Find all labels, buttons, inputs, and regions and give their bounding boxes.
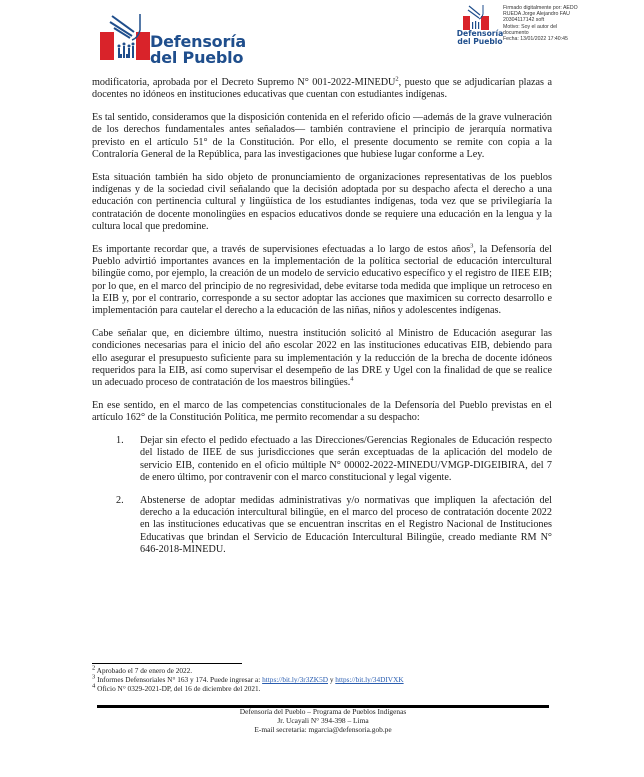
footnote-number: 3 bbox=[92, 673, 96, 681]
logo-wordmark bbox=[150, 34, 246, 66]
paragraph-text: modificatoria, aprobada por el Decreto Supremo N° 001-2022-MINEDU bbox=[92, 77, 396, 88]
footnote-text: Informes Defensoriales N° 163 y 174. Puede ingresar a: bbox=[97, 675, 263, 685]
signature-line: Firmado digitalmente por: AEDO bbox=[503, 5, 578, 11]
footnote bbox=[92, 666, 562, 675]
footnote-separator bbox=[92, 663, 242, 664]
letter-body bbox=[92, 77, 552, 567]
logo-line1: Defensoría bbox=[150, 32, 247, 51]
footnote-text: Oficio N° 0329-2021-DP, del 16 de diciembre del 2021. bbox=[97, 684, 261, 694]
item-number: 2. bbox=[116, 494, 124, 506]
page-footer bbox=[92, 708, 554, 734]
footnote-link[interactable]: https://bit.ly/3r3ZK5D bbox=[262, 675, 328, 685]
item-text: Abstenerse de adoptar medidas administrativas y/o normativas que impliquen la afectación del derecho a la educación intercultural bilingüe, en el marco del proceso de contratación docente 2022 en las instituciones educativas que se encuentran inscritas en el Registro Nacional de Instituciones Educativas que brindan el Servicio de Educación Intercultural Bilingüe, creado mediante RM N° 646-2018-MINEDU. bbox=[140, 494, 552, 555]
paragraph-text: Es importante recordar que, a través de supervisiones efectuadas a lo largo de estos años bbox=[92, 243, 471, 255]
footnote-link[interactable]: https://bit.ly/34DIVXK bbox=[335, 675, 404, 685]
paragraph-text: Cabe señalar que, en diciembre último, nuestra institución solicitó al Ministro de Educación asegurar las condiciones necesarias para el inicio del año escolar 2022 en las instituciones educativas EIB, debiendo para ello asegurar el presupuesto suficiente para su implementación y la reducción de la brecha de docente idóneos requeridos para la EIB, así como supervisar el desempeño de las DRE y Ugel con la finalidad de que se realice un adecuado proceso de contratación de los maestros bilingües. bbox=[92, 328, 552, 389]
small-logo-line2: del Pueblo bbox=[457, 37, 503, 46]
footnote-number: 2 bbox=[92, 664, 96, 672]
paragraph-text: , la Defensoría del Pueblo advirtió importantes avances en la implementación de la política sectorial de educación intercultural bilingüe como, por ejemplo, la creación de un modelo de servicio educativo específico y el registro de IIEE EIB; por lo que, en el marco del principio de no regresividad, debe evitarse toda medida que implique un retroceso en la EIB y, por el contrario, corresponde a su sector adoptar las acciones que maximicen su correcto desarrollo e implementación para cautelar el derecho a la educación de las niñas, niños y adolescentes indígenas. bbox=[92, 243, 552, 317]
footnotes bbox=[92, 666, 562, 694]
paragraph-text: , puesto que se adjudicarían plazas a docentes no idóneos en instituciones educativas que cuentan con estudiantes indígenas. bbox=[92, 77, 552, 101]
small-logo-wordmark bbox=[455, 30, 505, 46]
footer-email: E-mail secretaria: mgarcia@defensoria.gob.pe bbox=[254, 724, 392, 734]
signature-logo bbox=[455, 4, 505, 49]
paragraph: Es tal sentido, consideramos que la disposición contenida en el referido oficio —además de la grave vulneración de los derechos fundamentales antes señalados— también contraviene el principio de jerarquía normativa previsto en el artículo 51° de la Constitución. Por ello, el presente documento se remite con copia a la Contraloría General de la República, para las investigaciones que hubiese lugar conforme a Ley. bbox=[92, 112, 552, 160]
footnote bbox=[92, 684, 562, 693]
paragraph bbox=[92, 244, 552, 318]
footnote-ref[interactable]: 2 bbox=[395, 75, 399, 83]
signature-line: Motivo: Soy el autor del bbox=[503, 23, 558, 30]
footnote-text: Aprobado el 7 de enero de 2022. bbox=[96, 666, 193, 675]
digital-signature-block bbox=[503, 5, 633, 42]
signature-line: documento bbox=[503, 29, 529, 36]
signature-line: RUEDA Jorge Alejandro FAU bbox=[503, 11, 570, 18]
paragraph bbox=[92, 77, 552, 102]
signature-date: Fecha: 13/01/2022 17:40:45 bbox=[503, 36, 568, 43]
footnote-ref[interactable]: 4 bbox=[350, 375, 354, 383]
footnote-text: y bbox=[328, 675, 336, 685]
footnote-ref[interactable]: 3 bbox=[470, 242, 474, 250]
recommendation-item bbox=[116, 435, 552, 484]
defensoria-logo bbox=[100, 10, 270, 65]
item-number: 1. bbox=[116, 435, 124, 447]
small-logo-line1: Defensoría bbox=[456, 29, 504, 38]
footer-org: Defensoría del Pueblo – Programa de Pueblos Indígenas bbox=[239, 707, 407, 716]
footer-address: Jr. Ucayali N° 394-398 – Lima bbox=[277, 715, 369, 725]
recommendation-list bbox=[92, 435, 552, 556]
recommendation-item bbox=[116, 495, 552, 556]
hand-family-small-logo-icon bbox=[463, 4, 491, 30]
paragraph bbox=[92, 328, 552, 389]
signature-line: 20304117142 soft bbox=[503, 17, 545, 24]
paragraph: En ese sentido, en el marco de las competencias constitucionales de la Defensoría del Pueblo previstas en el artículo 162° de la Constitución Política, me permito recomendar a su despacho: bbox=[92, 400, 552, 424]
item-text: Dejar sin efecto el pedido efectuado a las Direcciones/Gerencias Regionales de Educación respecto del listado de IIEE de sus jurisdicciones que serán exceptuadas de la aplicación del modelo de servicio EIB, contenido en el oficio múltiple N° 00002-2022-MINEDU/VMGP-DIGEIBIRA, del 7 de enero último, por contravenir con el marco constitucional y legal vigente. bbox=[140, 435, 552, 484]
footnote-number: 4 bbox=[92, 682, 96, 690]
paragraph: Esta situación también ha sido objeto de pronunciamiento de organizaciones representativas de los pueblos indígenas y de la sociedad civil señalando que la decisión adoptada por su despacho afecta el derecho a una educación con pertinencia cultural y lingüística de los estudiantes indígenas, toda vez que se privilegiaría la contratación de docente monolingües en espacios educativos donde se requiere una educación en la lengua y la cultura local que predomine. bbox=[92, 171, 552, 232]
logo-line2: del Pueblo bbox=[150, 48, 244, 67]
